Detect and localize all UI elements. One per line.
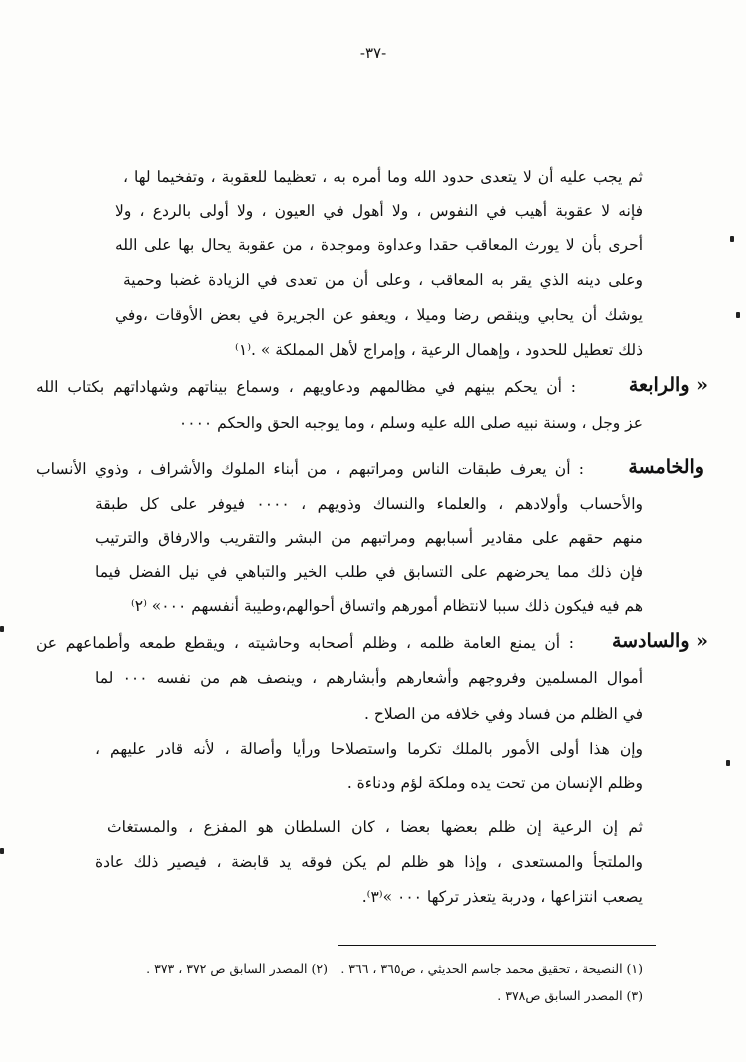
text-line: ثم يجب عليه أن لا يتعدى حدود الله وما أمره به ، تعظيما للعقوبة ، وتفخيما لها ، — [123, 168, 643, 186]
text-line: وإن هذا أولى الأمور بالملك تكرما واستصلاحا ورأيا وأصالة ، لأنه قادر عليهم ، — [95, 740, 643, 758]
text-line: يصعب انتزاعها ، ودربة يتعذر تركها ٠٠٠ »⁽٣⁾. — [361, 888, 643, 906]
section-lead-sixth: « والسادسة — [611, 630, 708, 652]
text-line: منهم حقهم على مقادير أسبابهم ومراتبهم من البشر والتقريب والارفاق والترتيب — [95, 529, 643, 547]
text-line: : أن يمنع العامة ظلمه ، وظلم أصحابه وحاشيته ، ويقطع طمعه وأطماعهم عن — [36, 634, 574, 652]
text-line: يوشك أن يحابي وينقص رضا وميلا ، ويعفو عن الجريرة في بعض الأوقات ،وفي — [115, 306, 643, 324]
text-line: هم فيه فيكون ذلك سببا لانتظام أمورهم واتساق أحوالهم،وطيبة أنفسهم ٠٠٠» ⁽٢⁾ — [130, 597, 643, 615]
section-lead-fourth: « والرابعة — [628, 374, 708, 396]
section-lead-fifth: والخامسة — [628, 456, 704, 478]
page-number: -٣٧- — [359, 44, 387, 62]
text-line: في الظلم من فساد وفي خلافه من الصلاح . — [363, 705, 643, 723]
text-line: ذلك تعطيل للحدود ، وإهمال الرعية ، وإمراج لأهل المملكة » .⁽١⁾ — [235, 341, 643, 359]
text-line: فإن ذلك مما يحرضهم على التسابق في طلب الخير والتباهي في نيل الفضل فيما — [95, 563, 643, 581]
margin-mark — [0, 848, 4, 854]
margin-mark — [730, 236, 734, 242]
margin-mark — [0, 626, 4, 632]
text-line: عز وجل ، وسنة نبيه صلى الله عليه وسلم ، وما يوجبه الحق والحكم ٠٠٠٠ — [178, 414, 643, 432]
footnote-1: (١) النصيحة ، تحقيق محمد جاسم الحديثي ، ص٣٦٥ ، ٣٦٦ . — [340, 961, 643, 976]
text-line: وظلم الإنسان من تحت يده وملكة لؤم ودناءة . — [346, 774, 643, 792]
margin-mark — [736, 312, 740, 318]
text-line: : أن يحكم بينهم في مظالمهم ودعاويهم ، وسماع بيناتهم وشهاداتهم بكتاب الله — [36, 378, 576, 396]
footnote-3: (٣) المصدر السابق ص٣٧٨ . — [497, 988, 643, 1003]
text-line: والأحساب وأولادهم ، والعلماء والنساك وذويهم ، ٠٠٠٠ فيوفر على كل طبقة — [95, 495, 643, 513]
footnote-divider — [338, 945, 656, 946]
text-line: والملتجأ والمستعدى ، وإذا هو ظلم لم يكن فوقه يد قابضة ، فيصير ذلك عادة — [95, 853, 643, 871]
margin-mark — [726, 760, 730, 766]
text-line: أحرى بأن لا يورث المعاقب حقدا وعداوة وموجدة ، من عقوبة يحال بها على الله — [115, 236, 643, 254]
footnote-2: (٢) المصدر السابق ص ٣٧٢ ، ٣٧٣ . — [146, 961, 328, 976]
text-line: : أن يعرف طبقات الناس ومراتبهم ، من أبناء الملوك والأشراف ، وذوي الأنساب — [36, 460, 584, 478]
text-line: فإنه لا عقوبة أهيب في النفوس ، ولا أهول في العيون ، ولا أولى بالردع ، ولا — [115, 202, 643, 220]
text-line: وعلى دينه الذي يقر به المعاقب ، وعلى أن من تعدى في الزيادة غضبا وحمية — [123, 271, 643, 289]
text-line: أموال المسلمين وفروجهم وأشعارهم وأبشارهم ، وينصف هم من نفسه ٠٠٠ لما — [95, 669, 643, 687]
text-line: ثم إن الرعية إن ظلم بعضها بعضا ، كان السلطان هو المفزع ، والمستغاث — [107, 818, 643, 836]
